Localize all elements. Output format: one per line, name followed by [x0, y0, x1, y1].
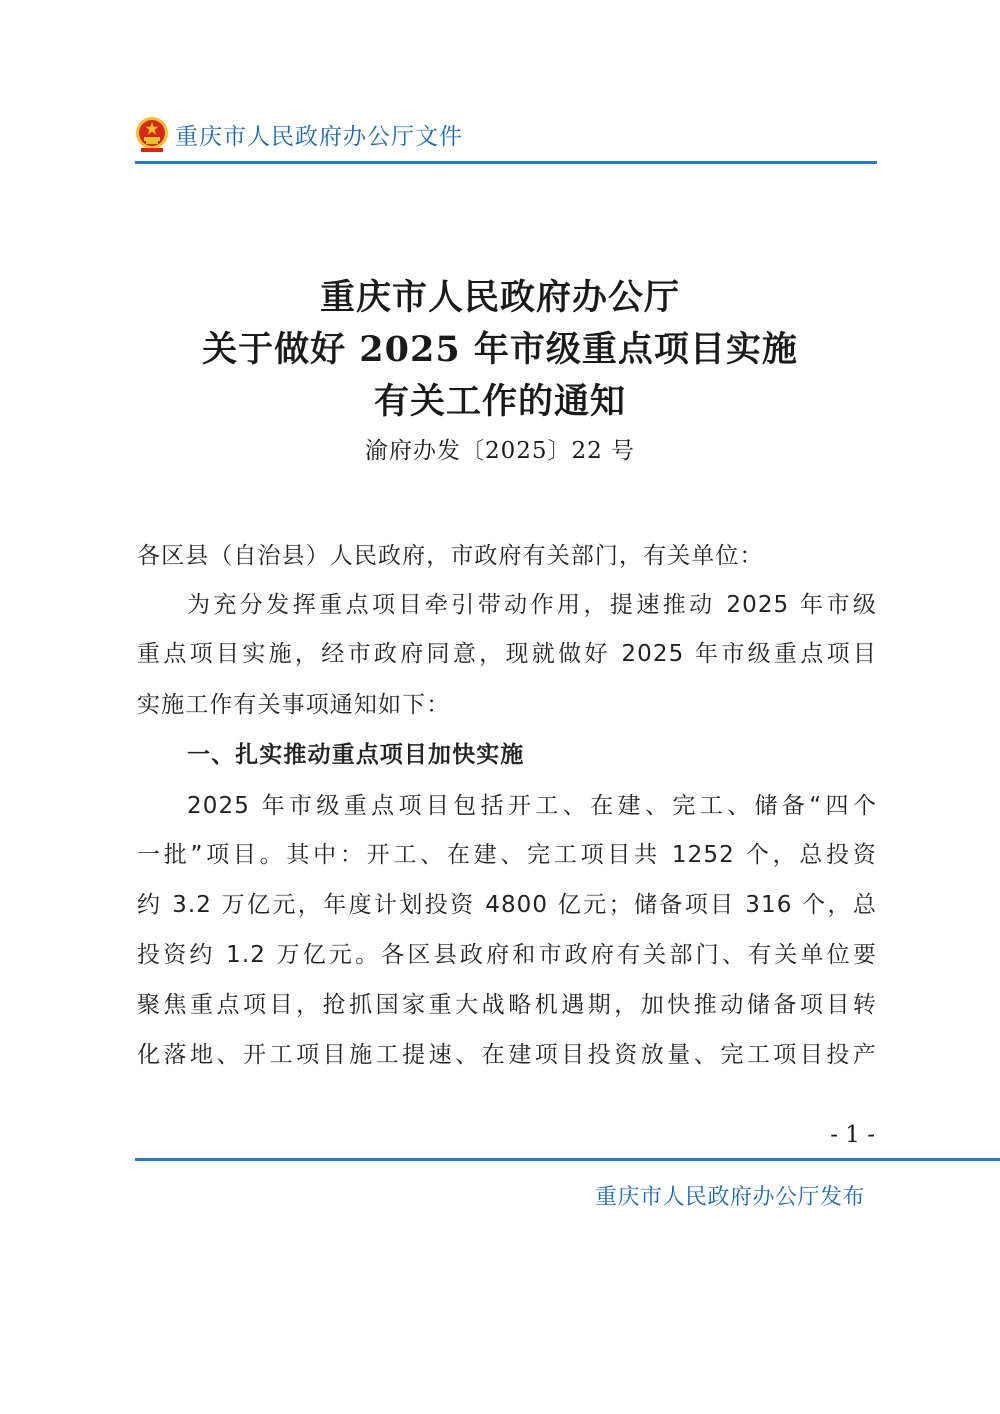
header-divider [135, 161, 877, 164]
national-emblem-icon [135, 116, 169, 154]
title-line-3: 有关工作的通知 [373, 381, 626, 422]
section1-line-3: 约 3.2 万亿元，年度计划投资 4800 亿元；储备项目 316 个，总 [137, 892, 877, 918]
section-heading-1: 一、扎实推动重点项目加快实施 [187, 742, 525, 768]
section1-line-1: 2025 年市级重点项目包括开工、在建、完工、储备“四个 [187, 793, 877, 819]
title-line-1: 重庆市人民政府办公厅 [319, 277, 680, 318]
header-org-text: 重庆市人民政府办公厅文件 [175, 124, 463, 150]
title-line-2: 关于做好 2025 年市级重点项目实施 [202, 329, 798, 370]
intro-line-2: 重点项目实施，经市政府同意，现就做好 2025 年市级重点项目 [137, 641, 877, 667]
intro-line-1: 为充分发挥重点项目牵引带动作用，提速推动 2025 年市级 [187, 592, 877, 618]
footer-divider [135, 1158, 1000, 1161]
document-title [0, 272, 1000, 428]
intro-line-3: 实施工作有关事项通知如下： [137, 692, 451, 718]
section1-line-6: 化落地、开工项目施工提速、在建项目投资放量、完工项目投产 [137, 1042, 877, 1068]
footer-publisher: 重庆市人民政府办公厅发布 [594, 1185, 865, 1210]
section1-line-2: 一批”项目。其中：开工、在建、完工项目共 1252 个，总投资 [137, 842, 877, 868]
salutation: 各区县（自治县）人民政府，市政府有关部门，有关单位： [137, 543, 764, 569]
section1-line-4: 投资约 1.2 万亿元。各区县政府和市政府有关部门、有关单位要 [137, 942, 877, 968]
document-number: 渝府办发〔2025〕22 号 [364, 438, 636, 464]
page-number: - 1 - [830, 1122, 875, 1148]
document-header [135, 110, 877, 166]
section1-line-5: 聚焦重点项目，抢抓国家重大战略机遇期，加快推动储备项目转 [137, 992, 877, 1018]
